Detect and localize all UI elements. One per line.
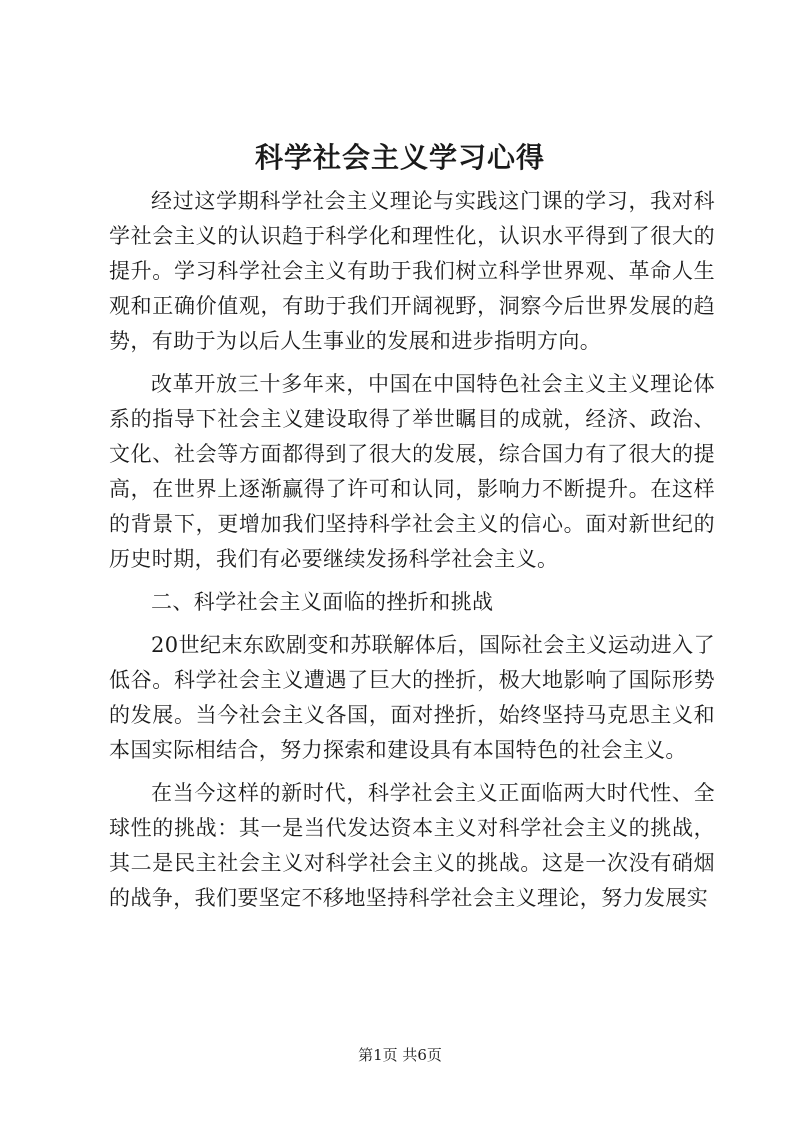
document-body	[109, 184, 715, 916]
paragraph-reform: 改革开放三十多年来，中国在中国特色社会主义主义理论体系的指导下社会主义建设取得了举世瞩目的成就，经济、政治、文化、社会等方面都得到了很大的发展，综合国力有了很大的提高，在世界上逐渐赢得了许可和认同，影响力不断提升。在这样的背景下，更增加我们坚持科学社会主义的信心。面对新世纪的历史时期，我们有必要继续发扬科学社会主义。	[109, 372, 715, 571]
page-number-footer: 第1页 共6页	[358, 1046, 442, 1064]
paragraph-challenges: 在当今这样的新时代，科学社会主义正面临两大时代性、全球性的挑战：其一是当代发达资本主义对科学社会主义的挑战，其二是民主社会主义对科学社会主义的挑战。这是一次没有硝烟的战争，我们要坚定不移地坚持科学社会主义理论，努力发展实	[109, 781, 715, 910]
document-title: 科学社会主义学习心得	[254, 141, 545, 174]
paragraph-setback: 20世纪末东欧剧变和苏联解体后，国际社会主义运动进入了低谷。科学社会主义遭遇了巨大的挫折，极大地影响了国际形势的发展。当今社会主义各国，面对挫折，始终坚持马克思主义和本国实际相结合，努力探索和建设具有本国特色的社会主义。	[109, 633, 715, 762]
section-heading: 二、科学社会主义面临的挫折和挑战	[151, 590, 494, 614]
paragraph-intro: 经过这学期科学社会主义理论与实践这门课的学习，我对科学社会主义的认识趋于科学化和理性化，认识水平得到了很大的提升。学习科学社会主义有助于我们树立科学世界观、革命人生观和正确价值观，有助于我们开阔视野，洞察今后世界发展的趋势，有助于为以后人生事业的发展和进步指明方向。	[109, 189, 715, 353]
